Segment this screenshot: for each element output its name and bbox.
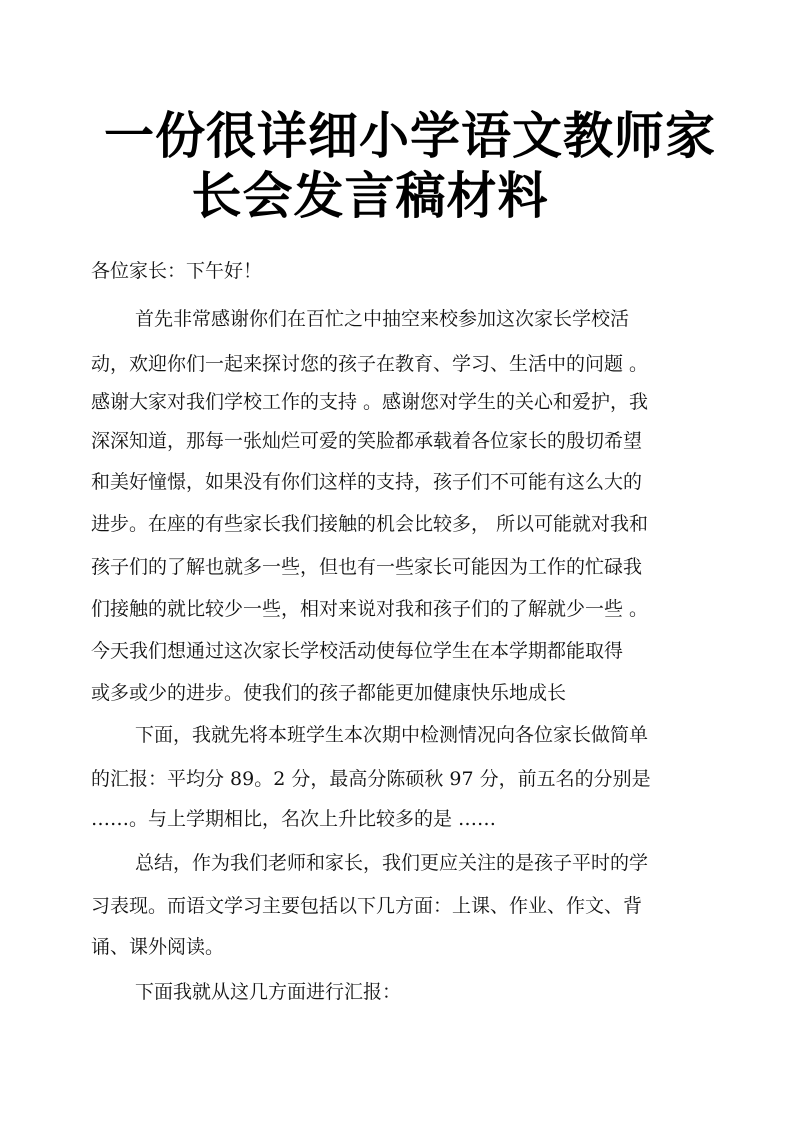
paragraph-1-line-3: 感谢大家对我们学校工作的支持 。感谢您对学生的关心和爱护，我 — [91, 391, 649, 413]
paragraph-1-line-8: 们接触的就比较少一些，相对来说对我和孩子们的了解就少一些 。 — [91, 598, 649, 620]
paragraph-4-line-1: 下面我就从这几方面进行汇报： — [135, 981, 402, 1003]
paragraph-2-line-2: 的汇报：平均分 89。2 分，最高分陈硕秋 97 分，前五名的分别是 — [91, 768, 651, 790]
paragraph-1-line-9: 今天我们想通过这次家长学校活动使每位学生在本学期都能取得 — [91, 640, 624, 662]
paragraph-1-line-10: 或多或少的进步。使我们的孩子都能更加健康快乐地成长 — [91, 682, 567, 704]
paragraph-2-line-1: 下面，我就先将本班学生本次期中检测情况向各位家长做简单 — [135, 724, 649, 746]
greeting-line: 各位家长：下午好！ — [91, 260, 263, 282]
paragraph-3-line-3: 诵、课外阅读。 — [91, 936, 225, 958]
paragraph-1-line-2: 动，欢迎你们一起来探讨您的孩子在教育、学习、生活中的问题 。 — [91, 353, 649, 375]
document-title-line-2: 长会发言稿材料 — [191, 167, 549, 225]
document-title-line-1: 一份很详细小学语文教师家 — [104, 107, 716, 165]
paragraph-3-line-2: 习表现。而语文学习主要包括以下几方面：上课、作业、作文、背 — [91, 895, 643, 917]
paragraph-3-line-1: 总结，作为我们老师和家长，我们更应关注的是孩子平时的学 — [135, 852, 649, 874]
paragraph-1-line-1: 首先非常感谢你们在百忙之中抽空来校参加这次家长学校活 — [135, 308, 630, 330]
paragraph-1-line-7: 孩子们的了解也就多一些，但也有一些家长可能因为工作的忙碌我 — [91, 556, 643, 578]
paragraph-1-line-6: 进步。在座的有些家长我们接触的机会比较多， 所以可能就对我和 — [91, 513, 649, 535]
paragraph-2-line-3: ……。与上学期相比，名次上升比较多的是 …… — [91, 808, 497, 830]
paragraph-1-line-4: 深深知道，那每一张灿烂可爱的笑脸都承载着各位家长的殷切希望 — [91, 430, 643, 452]
paragraph-1-line-5: 和美好憧憬，如果没有你们这样的支持，孩子们不可能有这么大的 — [91, 471, 643, 493]
